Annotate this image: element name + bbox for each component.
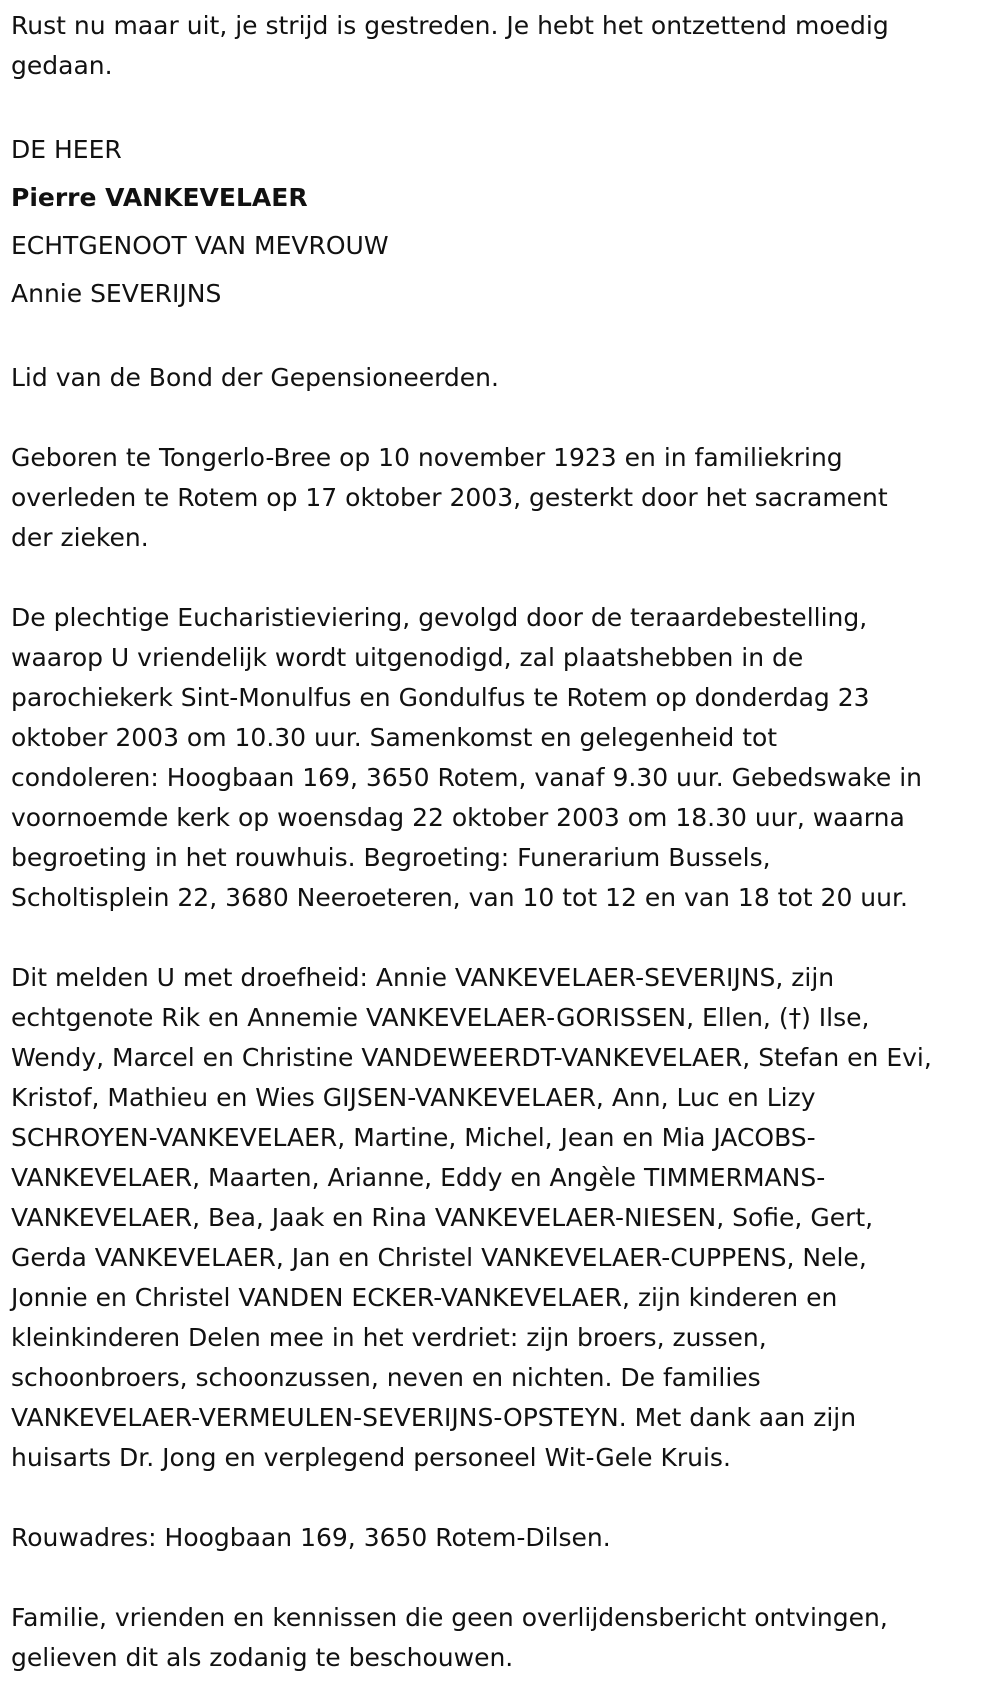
ceremony-line-2: waarop U vriendelijk wordt uitgenodigd, zal plaatshebben in de bbox=[11, 643, 804, 672]
membership-paragraph bbox=[11, 358, 989, 398]
family-paragraph bbox=[11, 958, 989, 1478]
family-line-10: kleinkinderen Delen mee in het verdriet: zijn broers, zussen, bbox=[11, 1323, 767, 1352]
address-paragraph bbox=[11, 1518, 989, 1558]
family-line-3: Wendy, Marcel en Christine VANDEWEERDT-VANKEVELAER, Stefan en Evi, bbox=[11, 1043, 932, 1072]
honorific: DE HEER bbox=[11, 135, 122, 164]
membership-line-1: Lid van de Bond der Gepensioneerden. bbox=[11, 363, 499, 392]
birth-death-line-2: overleden te Rotem op 17 oktober 2003, gesterkt door het sacrament bbox=[11, 483, 888, 512]
closing-paragraph bbox=[11, 1598, 989, 1678]
spouse-name: Annie SEVERIJNS bbox=[11, 279, 222, 308]
family-line-6: VANKEVELAER, Maarten, Arianne, Eddy en Angèle TIMMERMANS- bbox=[11, 1163, 826, 1192]
ceremony-line-7: begroeting in het rouwhuis. Begroeting: Funerarium Bussels, bbox=[11, 843, 771, 872]
intro-line-2: gedaan. bbox=[11, 51, 113, 80]
deceased-name: Pierre VANKEVELAER bbox=[11, 183, 308, 212]
relation-line: ECHTGENOOT VAN MEVROUW bbox=[11, 231, 389, 260]
family-line-7: VANKEVELAER, Bea, Jaak en Rina VANKEVELAER-NIESEN, Sofie, Gert, bbox=[11, 1203, 874, 1232]
family-line-2: echtgenote Rik en Annemie VANKEVELAER-GORISSEN, Ellen, (†) Ilse, bbox=[11, 1003, 870, 1032]
intro-paragraph bbox=[11, 6, 989, 86]
family-line-11: schoonbroers, schoonzussen, neven en nichten. De families bbox=[11, 1363, 761, 1392]
ceremony-line-8: Scholtisplein 22, 3680 Neeroeteren, van 10 tot 12 en van 18 tot 20 uur. bbox=[11, 883, 908, 912]
intro-line-1: Rust nu maar uit, je strijd is gestreden. Je hebt het ontzettend moedig bbox=[11, 11, 889, 40]
birth-death-line-3: der zieken. bbox=[11, 523, 149, 552]
family-line-4: Kristof, Mathieu en Wies GIJSEN-VANKEVELAER, Ann, Luc en Lizy bbox=[11, 1083, 816, 1112]
ceremony-line-1: De plechtige Eucharistieviering, gevolgd door de teraardebestelling, bbox=[11, 603, 868, 632]
ceremony-line-6: voornoemde kerk op woensdag 22 oktober 2003 om 18.30 uur, waarna bbox=[11, 803, 905, 832]
closing-line-1: Familie, vrienden en kennissen die geen overlijdensbericht ontvingen, bbox=[11, 1603, 888, 1632]
family-line-5: SCHROYEN-VANKEVELAER, Martine, Michel, Jean en Mia JACOBS- bbox=[11, 1123, 816, 1152]
closing-line-2: gelieven dit als zodanig te beschouwen. bbox=[11, 1643, 514, 1672]
family-line-12: VANKEVELAER-VERMEULEN-SEVERIJNS-OPSTEYN. Met dank aan zijn bbox=[11, 1403, 857, 1432]
family-line-8: Gerda VANKEVELAER, Jan en Christel VANKEVELAER-CUPPENS, Nele, bbox=[11, 1243, 867, 1272]
ceremony-line-5: condoleren: Hoogbaan 169, 3650 Rotem, vanaf 9.30 uur. Gebedswake in bbox=[11, 763, 922, 792]
family-line-13: huisarts Dr. Jong en verplegend personeel Wit-Gele Kruis. bbox=[11, 1443, 731, 1472]
birth-death-line-1: Geboren te Tongerlo-Bree op 10 november 1923 en in familiekring bbox=[11, 443, 843, 472]
family-line-9: Jonnie en Christel VANDEN ECKER-VANKEVELAER, zijn kinderen en bbox=[11, 1283, 838, 1312]
address-line-1: Rouwadres: Hoogbaan 169, 3650 Rotem-Dilsen. bbox=[11, 1523, 611, 1552]
ceremony-line-4: oktober 2003 om 10.30 uur. Samenkomst en gelegenheid tot bbox=[11, 723, 778, 752]
deceased-header bbox=[11, 126, 989, 318]
ceremony-line-3: parochiekerk Sint-Monulfus en Gondulfus te Rotem op donderdag 23 bbox=[11, 683, 870, 712]
family-line-1: Dit melden U met droefheid: Annie VANKEVELAER-SEVERIJNS, zijn bbox=[11, 963, 835, 992]
birth-death-paragraph bbox=[11, 438, 989, 558]
ceremony-paragraph bbox=[11, 598, 989, 918]
